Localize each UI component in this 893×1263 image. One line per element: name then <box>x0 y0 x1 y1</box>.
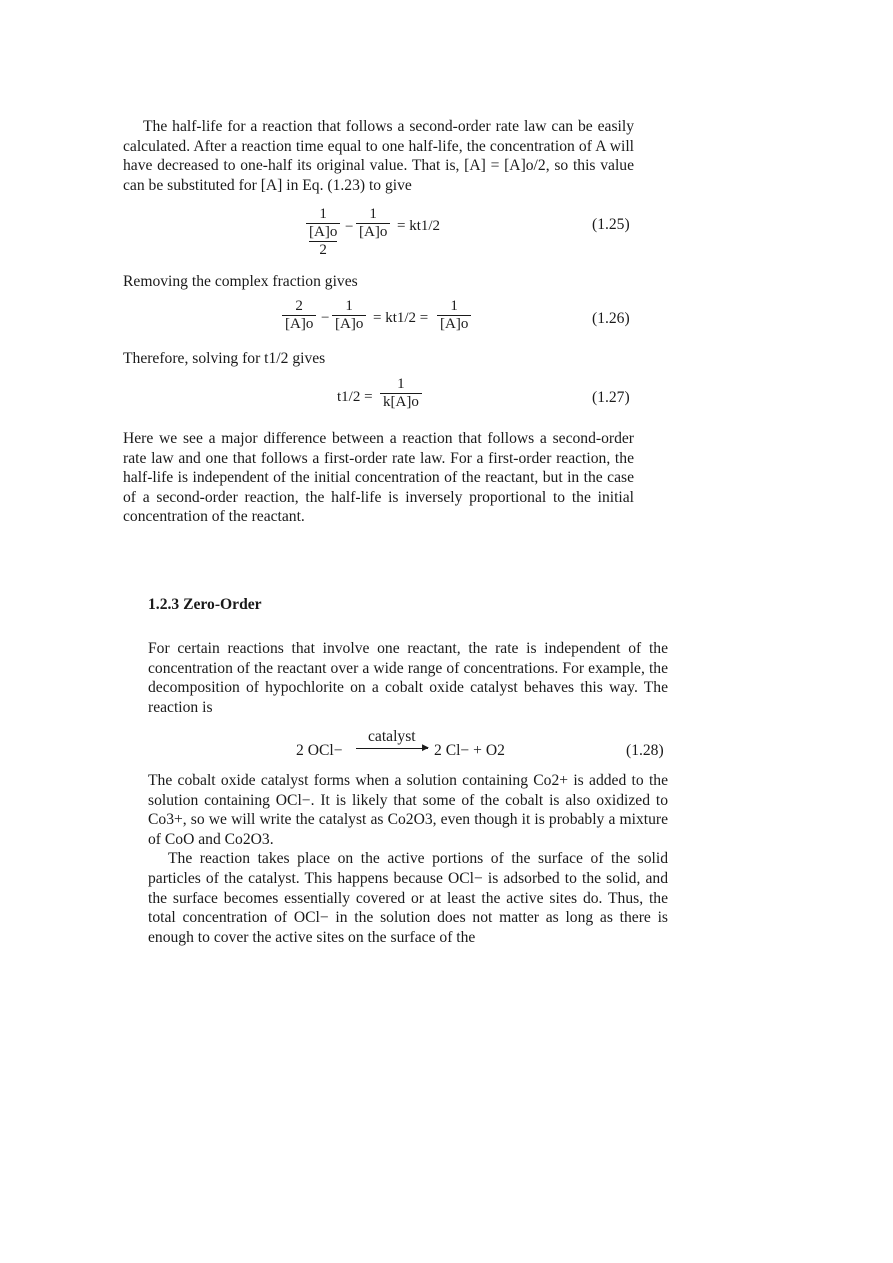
equation-number: (1.25) <box>592 216 630 233</box>
denominator: k[A]o <box>380 393 422 411</box>
text-therefore: Therefore, solving for t1/2 gives <box>123 350 326 367</box>
arrow-head-icon: ▶ <box>422 742 429 752</box>
paragraph-zero-order <box>148 639 668 717</box>
minus-sign: − <box>321 310 330 326</box>
equation-1-28 <box>0 728 893 764</box>
denominator: [A]o <box>332 315 366 333</box>
denominator: [A]o <box>437 315 471 333</box>
paragraph-text: Here we see a major difference between a reaction that follows a second-order rate law and one that follows a first-order rate law. For a first-order reaction, the half-life is independent of the initial concentration of the reactant, but in the case of a second-order reaction, the half-life is inversely proportional to the initial concentration of the reactant. <box>123 430 634 526</box>
text-removing: Removing the complex fraction gives <box>123 273 358 290</box>
fraction <box>380 376 422 411</box>
section-heading: 1.2.3 Zero-Order <box>148 596 262 613</box>
paragraph-text: The half-life for a reaction that follows a second-order rate law can be easily calculated. After a reaction time equal to one half-life, the concentration of A will have decreased to one-half its original value. That is, [A] = [A]o/2, so this value can be substituted for [A] in Eq. (1.23) to give <box>123 118 634 194</box>
products: 2 Cl− + O2 <box>434 742 505 759</box>
numerator: 2 <box>295 298 303 314</box>
inner-numerator: [A]o <box>309 224 338 240</box>
equation-1-27 <box>0 376 893 422</box>
paragraph-text: For certain reactions that involve one reactant, the rate is independent of the concentration of the reactant over a wide range of concentrations. For example, the decomposition of hypochlorite on a cobalt oxide catalyst behaves this way. The reaction is <box>148 640 668 716</box>
paragraph-catalyst <box>148 771 668 947</box>
paragraph-text: The cobalt oxide catalyst forms when a solution containing Co2+ is added to the solution containing OCl−. It is likely that some of the cobalt is also oxidized to Co3+, so we will write the catalyst as Co2O3, even though it is probably a mixture of CoO and Co2O3. <box>148 772 668 848</box>
fraction <box>437 298 471 333</box>
numerator: 1 <box>345 298 353 314</box>
numerator: 1 <box>369 206 377 222</box>
equation-number: (1.28) <box>626 742 664 759</box>
reactant: 2 OCl− <box>296 742 343 759</box>
complex-fraction <box>306 206 340 259</box>
equation-1-25 <box>0 206 893 266</box>
paragraph-comparison <box>123 429 634 527</box>
numerator: 1 <box>397 376 405 392</box>
equation-number: (1.26) <box>592 310 630 327</box>
reaction-arrow <box>356 748 428 749</box>
equation-middle: = kt1/2 = <box>373 310 429 326</box>
arrow-label: catalyst <box>368 728 416 745</box>
denominator: [A]o <box>356 223 390 241</box>
numerator: 1 <box>450 298 458 314</box>
paragraph-text: The reaction takes place on the active portions of the surface of the solid particles of the catalyst. This happens because OCl− is adsorbed to the solid, and the surface becomes essentially covered or at least the active sites do. Thus, the total concentration of OCl− in the solution does not matter as long as there is enough to cover the active sites on the surface of the <box>148 850 668 946</box>
minus-sign: − <box>345 219 354 235</box>
equation-lhs: t1/2 = <box>337 389 373 405</box>
inner-fraction <box>306 223 340 259</box>
equation-rhs: = kt1/2 <box>397 218 441 234</box>
fraction <box>282 298 316 333</box>
denominator: [A]o <box>282 315 316 333</box>
paragraph-half-life <box>123 117 634 195</box>
numerator: 1 <box>319 206 327 222</box>
fraction <box>356 206 390 241</box>
equation-1-26 <box>0 298 893 344</box>
inner-denominator: 2 <box>309 241 337 259</box>
fraction <box>332 298 366 333</box>
equation-number: (1.27) <box>592 389 630 406</box>
